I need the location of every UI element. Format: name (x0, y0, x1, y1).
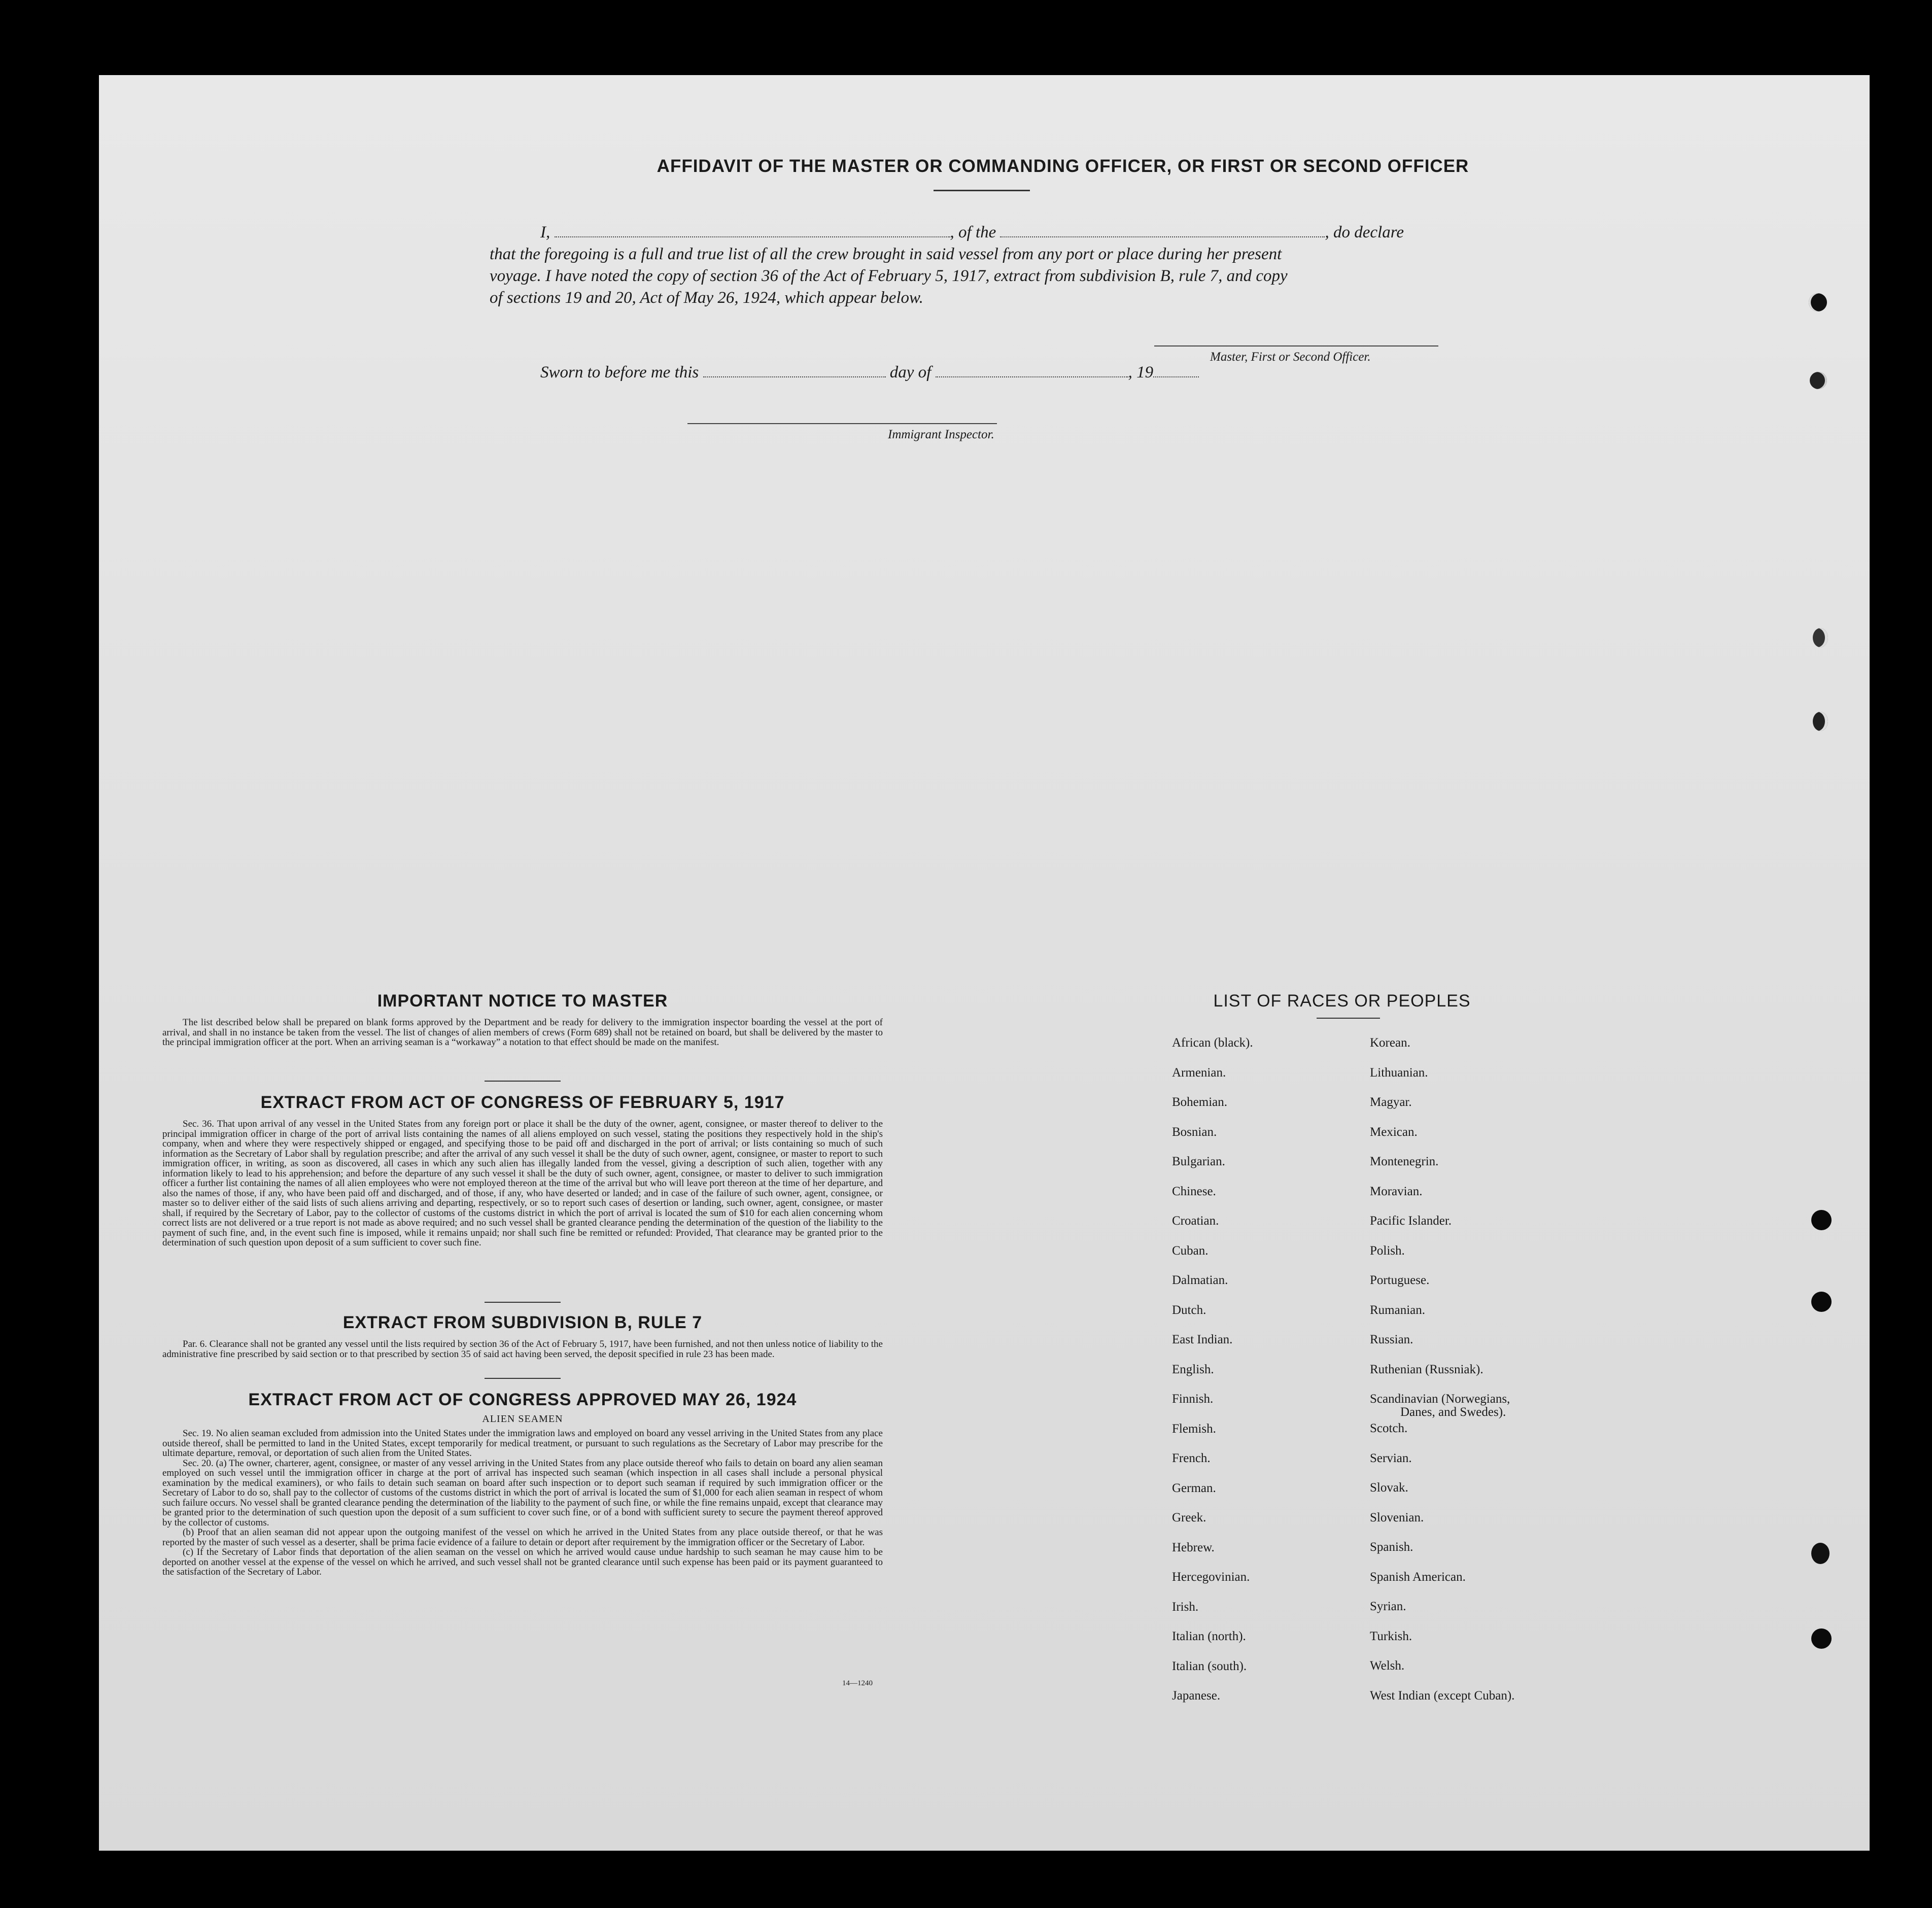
sworn-line (540, 363, 1352, 382)
extract-1917-separator (485, 1302, 561, 1303)
race-item: Italian (north). (1172, 1629, 1246, 1643)
title-underline (934, 190, 1030, 191)
sec20a-paragraph: Sec. 20. (a) The owner, charterer, agent, consignee, or master of any vessel arriving in the United States from any place outside thereof who fails to detain on board any alien seaman employed on such vessel until the immigration officer in charge at the port of arrival has inspected such seaman (which inspection in all cases shall include a personal physical examination by the medical examiners), or who fails to detain such seaman on board after such inspection or to deport such seaman if required by such immigration officer or the Secretary of Labor to do so, shall pay to the collector of customs of the customs district in which the port of arrival is located the sum of $1,000 for each alien seaman in respect of whom such failure occurs. No vessel shall be granted clearance pending the determination of the liability to the payment of such fine, or while the fine remains unpaid, except that clearance may be granted prior to the determination of such question upon the deposit of a sum sufficient to cover such fine, or of a bond with sufficient surety to secure the payment thereof approved by the collector of customs. (162, 1458, 883, 1528)
affidavit-title: AFFIDAVIT OF THE MASTER OR COMMANDING OFFICER, OR FIRST OR SECOND OFFICER (657, 156, 1469, 176)
races-title: LIST OF RACES OR PEOPLES (1213, 991, 1471, 1011)
master-signature-line[interactable] (1154, 345, 1438, 346)
race-item: Bulgarian. (1172, 1155, 1225, 1168)
race-item: Lithuanian. (1370, 1065, 1428, 1080)
sworn-day-of: day of (889, 363, 932, 381)
sec20b-paragraph: (b) Proof that an alien seaman did not appear upon the outgoing manifest of the vessel on which he arrived in the United States from any place outside thereof, or that he was reported by the master of such vessel as a deserter, shall be prima facie evidence of a failure to detain or deport after requirement by the immigration officer or the Secretary of Labor. (162, 1527, 883, 1548)
sworn-prefix: Sworn to before me this (540, 363, 699, 381)
race-item: Syrian. (1370, 1600, 1406, 1613)
race-item: Montenegrin. (1370, 1155, 1439, 1168)
document-sheet (99, 75, 1870, 1851)
extract-1924-subtitle: ALIEN SEAMEN (482, 1413, 563, 1425)
notice-text (162, 1018, 883, 1048)
race-item: Dalmatian. (1172, 1273, 1228, 1287)
race-item: Magyar. (1370, 1095, 1412, 1109)
race-item: Irish. (1172, 1600, 1199, 1614)
affidavit-line-3: voyage. I have noted the copy of section 36 of the Act of February 5, 1917, extract from subdivision B, rule 7, and copy (490, 267, 1288, 285)
sec20c-paragraph: (c) If the Secretary of Labor finds that deportation of the alien seaman on the vessel on which he arrived would cause undue hardship to such seaman he may cause him to be deported on another vessel at the expense of the vessel on which he arrived, and such vessel shall not be granted clearance until such expense has been paid or its payment guaranteed to the satisfaction of the Secretary of Labor. (162, 1547, 883, 1577)
race-item: Polish. (1370, 1243, 1405, 1258)
race-item: Spanish. (1370, 1540, 1413, 1554)
race-item: German. (1172, 1481, 1216, 1495)
rule7-text (162, 1339, 883, 1359)
binder-hole (1809, 293, 1827, 311)
race-item: Portuguese. (1370, 1273, 1430, 1287)
extract-1917-paragraph: Sec. 36. That upon arrival of any vessel in the United States from any foreign port or place it shall be the duty of the owner, agent, consignee, or master thereof to deliver to the principal immigration officer in charge of the port of arrival lists containing the names of all aliens employed on such vessel, stating the positions they respectively hold in the ship's company, when and where they were respectively shipped or engaged, and specifying those to be paid off and discharged in the port of arrival; or lists containing so much of such information as the Secretary of Labor shall by regulation prescribe; and after the arrival of any such vessel it shall be the duty of such owner, agent, consignee, or master to report to such immigration officer, in writing, as soon as discovered, all cases in which any such alien has illegally landed from the vessel, giving a description of such alien, together with any information likely to lead to his apprehension; and before the departure of any such vessel it shall be the duty of such owner, agent, consignee, or master to deliver to such immigration officer a further list containing the names of all alien employees who were not employed thereon at the time of the arrival but who will leave port thereon at the time of her departure, and also the names of those, if any, who have been paid off and discharged, and of those, if any, who have deserted or landed; and in case of the failure of such owner, agent, consignee, or master so to deliver either of the said lists of such aliens arriving and departing, respectively, or so to report such cases of desertion or landing, such owner, agent, consignee, or master shall, if required by the Secretary of Labor, pay to the collector of customs of the customs district in which the port of arrival is located the sum of $10 for each alien concerning whom correct lists are not delivered or a true report is not made as above required; and no such vessel shall be granted clearance pending the determination of the question of the liability to the payment of such fine, and, in the event such fine is imposed, while it remains unpaid; nor shall such fine be remitted or refunded: Provided, That clearance may be granted prior to the determination of such question upon deposit of a sum sufficient to cover such fine. (162, 1119, 883, 1248)
race-item: East Indian. (1172, 1333, 1233, 1346)
binder-hole (1811, 1628, 1832, 1649)
extract-1917-text (162, 1119, 883, 1248)
binder-hole (1813, 628, 1828, 647)
race-item: Korean. (1370, 1036, 1410, 1050)
race-item: Moravian. (1370, 1184, 1423, 1198)
inspector-signature-line[interactable] (687, 423, 997, 424)
sworn-month-field[interactable] (936, 376, 1128, 377)
inspector-signature-label: Immigrant Inspector. (888, 428, 994, 441)
races-separator (1317, 1018, 1380, 1019)
race-item: Finnish. (1172, 1392, 1214, 1406)
race-item: Armenian. (1172, 1065, 1226, 1080)
sworn-year-field[interactable] (1153, 376, 1199, 377)
vessel-field[interactable] (1000, 236, 1325, 237)
rule7-title: EXTRACT FROM SUBDIVISION B, RULE 7 (342, 1313, 703, 1332)
race-item: Welsh. (1370, 1659, 1405, 1673)
races-column-1 (1172, 1036, 1365, 1719)
extract-1917-title: EXTRACT FROM ACT OF CONGRESS OF FEBRUARY 5, 1917 (260, 1093, 785, 1112)
races-column-2 (1370, 1036, 1583, 1718)
race-item: West Indian (except Cuban). (1370, 1688, 1515, 1703)
race-item: Flemish. (1172, 1421, 1216, 1436)
affidavit-line-1 (540, 223, 1525, 242)
race-item: French. (1172, 1451, 1211, 1465)
binder-hole (1811, 1210, 1832, 1230)
race-item: Rumanian. (1370, 1303, 1426, 1317)
name-field[interactable] (555, 236, 950, 237)
affidavit-of-the: , of the (950, 223, 996, 241)
race-item: Bosnian. (1172, 1125, 1217, 1139)
affidavit-line-2: that the foregoing is a full and true list of all the crew brought in said vessel from any port or place during her present (490, 245, 1282, 263)
form-number: 14—1240 (842, 1679, 873, 1687)
race-item: Pacific Islander. (1370, 1214, 1452, 1228)
rule7-separator (485, 1378, 561, 1379)
race-item: Turkish. (1370, 1629, 1412, 1643)
race-item: African (black). (1172, 1036, 1253, 1050)
notice-separator (485, 1081, 561, 1082)
race-item: Italian (south). (1172, 1659, 1247, 1673)
race-item: Croatian. (1172, 1214, 1219, 1228)
race-item: Scandinavian (Norwegians, (1370, 1392, 1510, 1406)
race-item: Scotch. (1370, 1421, 1408, 1435)
race-item: Russian. (1370, 1333, 1413, 1346)
binder-hole (1811, 1543, 1830, 1564)
affidavit-i: I, (540, 223, 550, 241)
binder-hole (1813, 712, 1828, 731)
race-item: Bohemian. (1172, 1095, 1228, 1109)
affidavit-line-4: of sections 19 and 20, Act of May 26, 1924, which appear below. (490, 289, 923, 307)
race-item: Slovak. (1370, 1481, 1408, 1495)
sec19-paragraph: Sec. 19. No alien seaman excluded from admission into the United States under the immigration laws and employed on board any vessel arriving in the United States from any place outside thereof, shall be permitted to land in the United States, except temporarily for medical treatment, or pursuant to such regulations as the Secretary of Labor may prescribe for the ultimate departure, removal, or deportation of such alien from the United States. (162, 1428, 883, 1459)
race-item: Chinese. (1172, 1184, 1216, 1198)
race-item: Dutch. (1172, 1303, 1206, 1317)
race-item: Hercegovinian. (1172, 1570, 1250, 1584)
race-item: Servian. (1370, 1451, 1412, 1465)
race-item: Cuban. (1172, 1243, 1209, 1258)
race-item: Slovenian. (1370, 1510, 1424, 1524)
race-item: Ruthenian (Russniak). (1370, 1362, 1484, 1376)
race-item: Mexican. (1370, 1125, 1418, 1139)
affidavit-declare: , do declare (1325, 223, 1404, 241)
extract-1924-text (162, 1429, 883, 1577)
race-item: English. (1172, 1362, 1214, 1376)
rule7-paragraph: Par. 6. Clearance shall not be granted any vessel until the lists required by section 36 of the Act of February 5, 1917, have been furnished, and not then unless notice of liability to the administrative fine prescribed by said section or to that prescribed by section 35 of said act having been served, the deposit specified in rule 23 has been made. (162, 1339, 883, 1360)
extract-1924-title: EXTRACT FROM ACT OF CONGRESS APPROVED MAY 26, 1924 (248, 1390, 797, 1409)
race-item: Japanese. (1172, 1689, 1221, 1703)
notice-title: IMPORTANT NOTICE TO MASTER (377, 991, 668, 1011)
master-signature-label: Master, First or Second Officer. (1210, 350, 1371, 364)
race-item: Spanish American. (1370, 1570, 1466, 1584)
sworn-year: , 19 (1128, 363, 1154, 381)
binder-hole (1811, 1292, 1832, 1312)
race-item: Hebrew. (1172, 1540, 1215, 1554)
race-item-continuation: Danes, and Swedes). (1400, 1405, 1506, 1419)
race-item: Greek. (1172, 1511, 1206, 1524)
sworn-day-field[interactable] (703, 376, 886, 377)
notice-paragraph: The list described below shall be prepared on blank forms approved by the Department and be ready for delivery to the immigration inspector boarding the vessel at the port of arrival, and shall in no instance be taken from the vessel. The list of changes of alien members of crews (Form 689) shall not be retained on board, but shall be delivered by the master to the principal immigration officer at the port. When an arriving seaman is a “workaway” a notation to that effect should be made on the manifest. (162, 1017, 883, 1048)
binder-hole (1810, 372, 1827, 389)
